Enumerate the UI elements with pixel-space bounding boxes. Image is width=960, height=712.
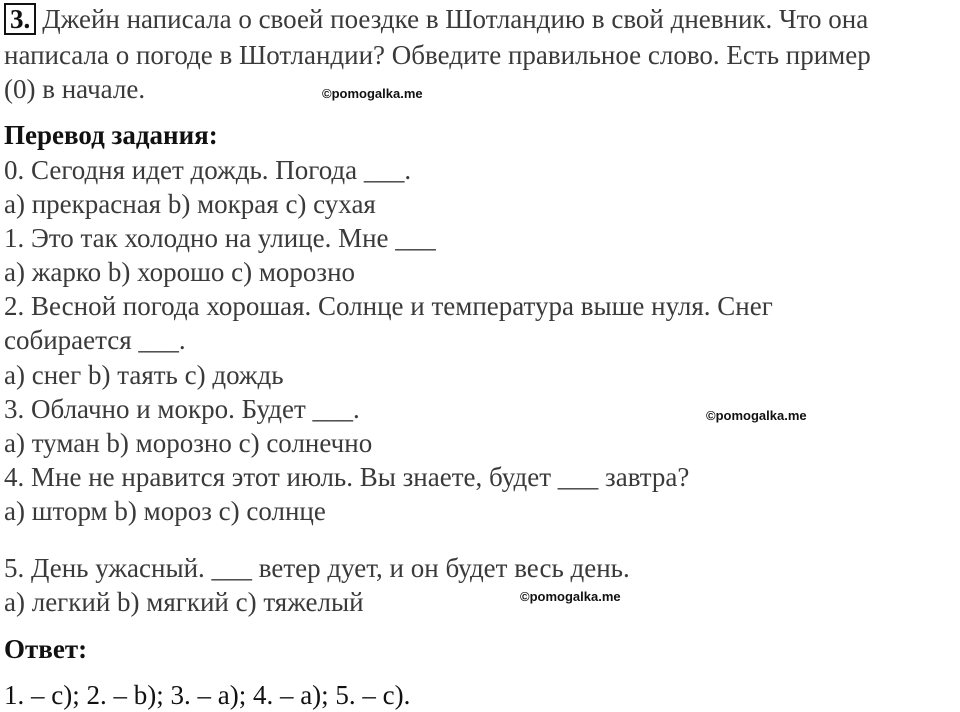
answer-heading: Ответ: <box>4 634 88 664</box>
translation-line-0: 0. Сегодня идет дождь. Погода ___. <box>4 155 412 185</box>
translation-line-8: a) туман b) морозно c) солнечно <box>4 428 373 458</box>
task-number: 3. <box>4 3 36 35</box>
translation-line-11: 5. День ужасный. ___ ветер дует, и он будет весь день. <box>4 553 630 583</box>
translation-line-4: 2. Весной погода хорошая. Солнце и температура выше нуля. Снег <box>4 291 773 321</box>
translation-line-3: a) жарко b) хорошо c) морозно <box>4 257 356 287</box>
translation-line-12: a) легкий b) мягкий c) тяжелый <box>4 587 364 617</box>
task-text-1: Джейн написала о своей поездке в Шотландию в свой дневник. Что она <box>42 4 869 34</box>
answer-text: 1. – c); 2. – b); 3. – a); 4. – a); 5. – c). <box>4 680 411 710</box>
task-line-1 <box>4 2 868 36</box>
task-line-2: написала о погоде в Шотландии? Обведите правильное слово. Есть пример <box>4 40 871 70</box>
translation-line-6: a) снег b) таять c) дождь <box>4 360 284 390</box>
watermark-2: ©pomogalka.me <box>706 408 807 423</box>
translation-heading: Перевод задания: <box>4 120 218 150</box>
translation-line-10: a) шторм b) мороз c) солнце <box>4 496 326 526</box>
translation-line-1: a) прекрасная b) мокрая c) сухая <box>4 189 376 219</box>
translation-line-5: собирается ___. <box>4 325 186 355</box>
translation-line-7: 3. Облачно и мокро. Будет ___. <box>4 394 360 424</box>
translation-line-9: 4. Мне не нравится этот июль. Вы знаете, будет ___ завтра? <box>4 462 690 492</box>
translation-line-2: 1. Это так холодно на улице. Мне ___ <box>4 223 436 253</box>
watermark-1: ©pomogalka.me <box>322 86 423 101</box>
watermark-3: ©pomogalka.me <box>520 589 621 604</box>
task-line-3: (0) в начале. <box>4 74 146 104</box>
